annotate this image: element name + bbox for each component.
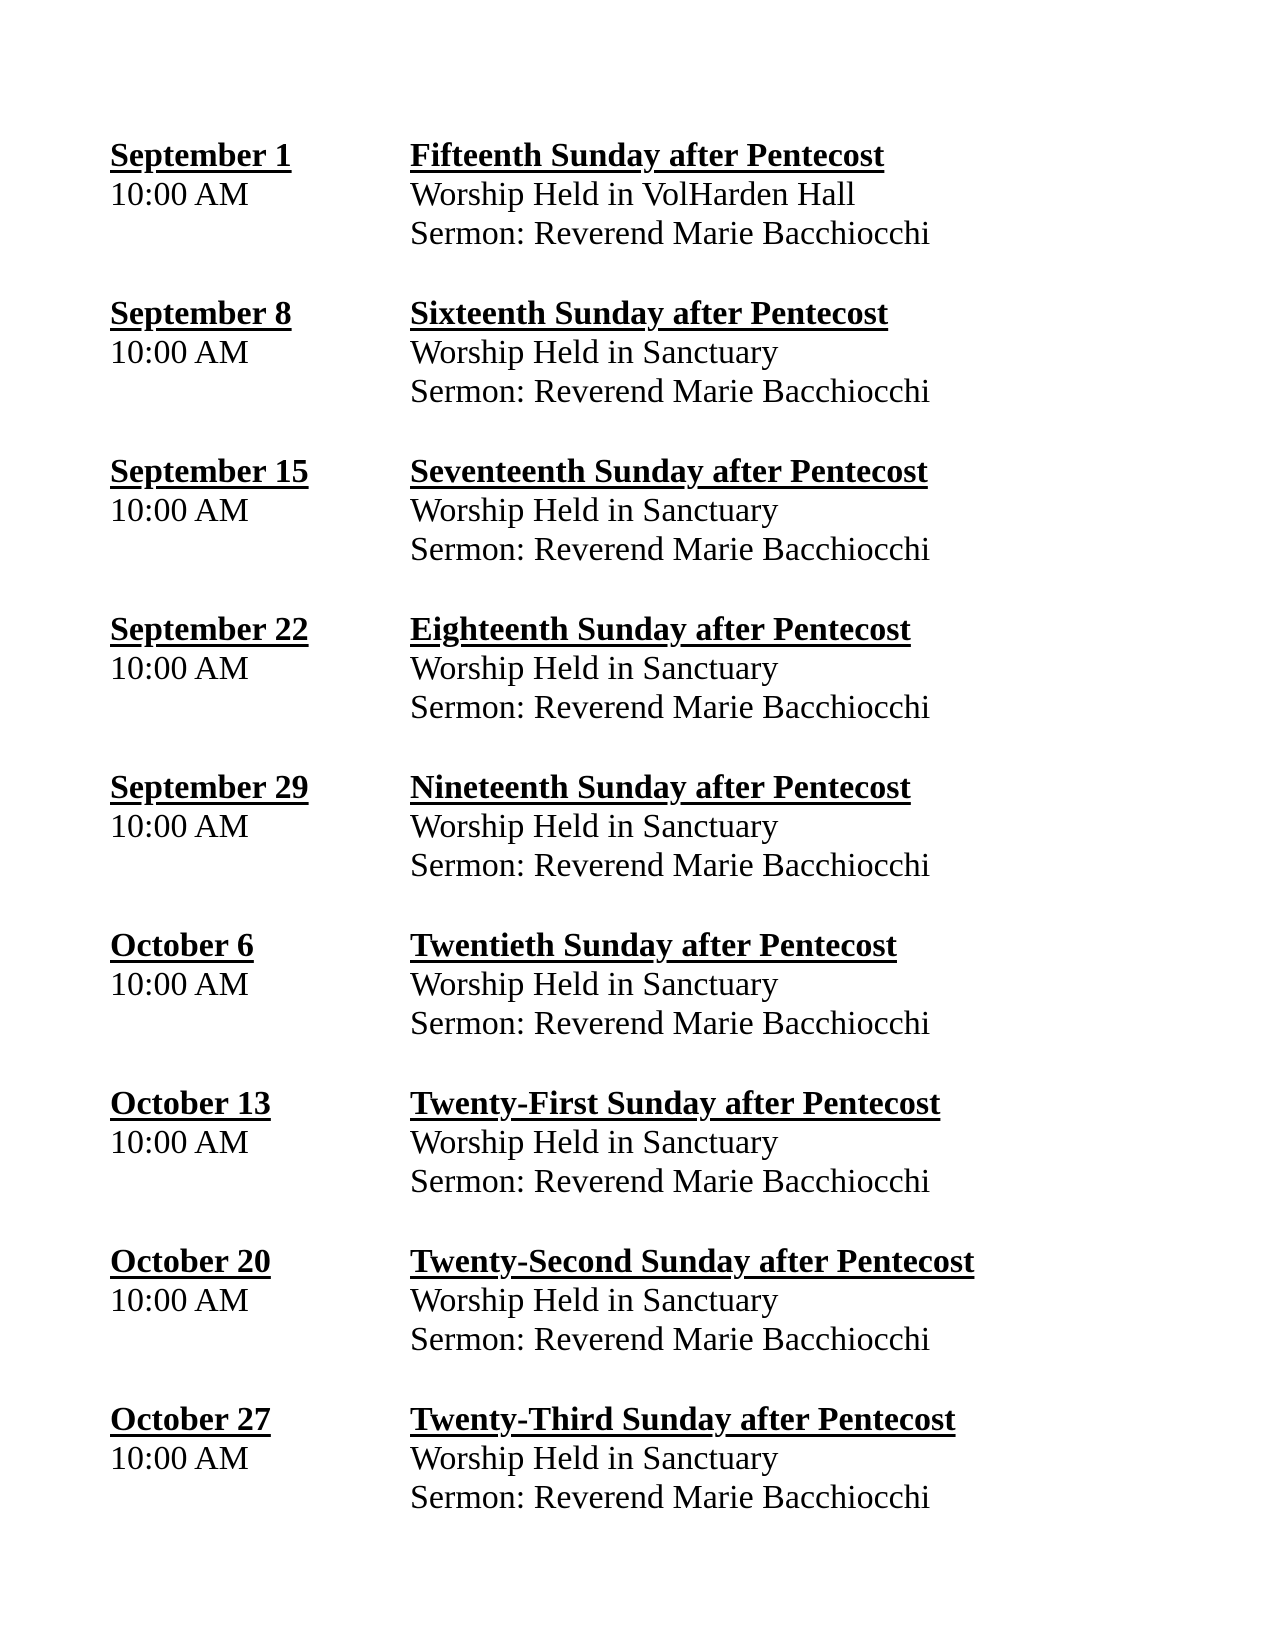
service-sermon: Sermon: Reverend Marie Bacchiocchi <box>410 373 931 410</box>
service-time: 10:00 AM <box>110 492 249 529</box>
service-date: October 27 <box>110 1401 271 1438</box>
service-title: Twenty-Third Sunday after Pentecost <box>410 1401 956 1438</box>
service-time: 10:00 AM <box>110 1124 249 1161</box>
service-time: 10:00 AM <box>110 334 249 371</box>
service-entry <box>110 1084 1170 1242</box>
service-date: September 22 <box>110 611 309 648</box>
service-entry <box>110 294 1170 452</box>
service-title: Nineteenth Sunday after Pentecost <box>410 769 911 806</box>
service-location: Worship Held in Sanctuary <box>410 650 779 687</box>
service-location: Worship Held in Sanctuary <box>410 966 779 1003</box>
service-location: Worship Held in Sanctuary <box>410 1124 779 1161</box>
service-sermon: Sermon: Reverend Marie Bacchiocchi <box>410 1005 931 1042</box>
service-date: October 6 <box>110 927 254 964</box>
service-time: 10:00 AM <box>110 966 249 1003</box>
date-column <box>110 1242 400 1320</box>
service-sermon: Sermon: Reverend Marie Bacchiocchi <box>410 1321 931 1358</box>
detail-column <box>410 1400 1170 1517</box>
service-time: 10:00 AM <box>110 1282 249 1319</box>
service-time: 10:00 AM <box>110 808 249 845</box>
detail-column <box>410 768 1170 885</box>
detail-column <box>410 136 1170 253</box>
date-column <box>110 452 400 530</box>
service-time: 10:00 AM <box>110 1440 249 1477</box>
service-location: Worship Held in Sanctuary <box>410 1282 779 1319</box>
service-sermon: Sermon: Reverend Marie Bacchiocchi <box>410 1479 931 1516</box>
service-time: 10:00 AM <box>110 176 249 213</box>
detail-column <box>410 1242 1170 1359</box>
service-entry <box>110 768 1170 926</box>
service-entry <box>110 926 1170 1084</box>
service-entry <box>110 452 1170 610</box>
service-date: September 8 <box>110 295 292 332</box>
service-time: 10:00 AM <box>110 650 249 687</box>
detail-column <box>410 926 1170 1043</box>
service-location: Worship Held in Sanctuary <box>410 492 779 529</box>
service-location: Worship Held in VolHarden Hall <box>410 176 856 213</box>
service-sermon: Sermon: Reverend Marie Bacchiocchi <box>410 689 931 726</box>
service-date: October 20 <box>110 1243 271 1280</box>
service-sermon: Sermon: Reverend Marie Bacchiocchi <box>410 215 931 252</box>
service-title: Twentieth Sunday after Pentecost <box>410 927 897 964</box>
service-title: Seventeenth Sunday after Pentecost <box>410 453 928 490</box>
service-date: September 1 <box>110 137 292 174</box>
service-sermon: Sermon: Reverend Marie Bacchiocchi <box>410 1163 931 1200</box>
service-title: Fifteenth Sunday after Pentecost <box>410 137 885 174</box>
detail-column <box>410 294 1170 411</box>
detail-column <box>410 1084 1170 1201</box>
service-entry <box>110 1400 1170 1558</box>
service-entry <box>110 610 1170 768</box>
date-column <box>110 1400 400 1478</box>
service-date: September 29 <box>110 769 309 806</box>
detail-column <box>410 610 1170 727</box>
service-title: Eighteenth Sunday after Pentecost <box>410 611 911 648</box>
service-title: Twenty-First Sunday after Pentecost <box>410 1085 941 1122</box>
service-date: September 15 <box>110 453 309 490</box>
date-column <box>110 294 400 372</box>
date-column <box>110 136 400 214</box>
service-date: October 13 <box>110 1085 271 1122</box>
service-location: Worship Held in Sanctuary <box>410 1440 779 1477</box>
service-location: Worship Held in Sanctuary <box>410 808 779 845</box>
service-sermon: Sermon: Reverend Marie Bacchiocchi <box>410 847 931 884</box>
service-title: Twenty-Second Sunday after Pentecost <box>410 1243 975 1280</box>
worship-schedule <box>110 136 1170 1558</box>
date-column <box>110 610 400 688</box>
service-location: Worship Held in Sanctuary <box>410 334 779 371</box>
date-column <box>110 768 400 846</box>
service-entry <box>110 1242 1170 1400</box>
date-column <box>110 1084 400 1162</box>
service-title: Sixteenth Sunday after Pentecost <box>410 295 889 332</box>
service-sermon: Sermon: Reverend Marie Bacchiocchi <box>410 531 931 568</box>
service-entry <box>110 136 1170 294</box>
detail-column <box>410 452 1170 569</box>
date-column <box>110 926 400 1004</box>
